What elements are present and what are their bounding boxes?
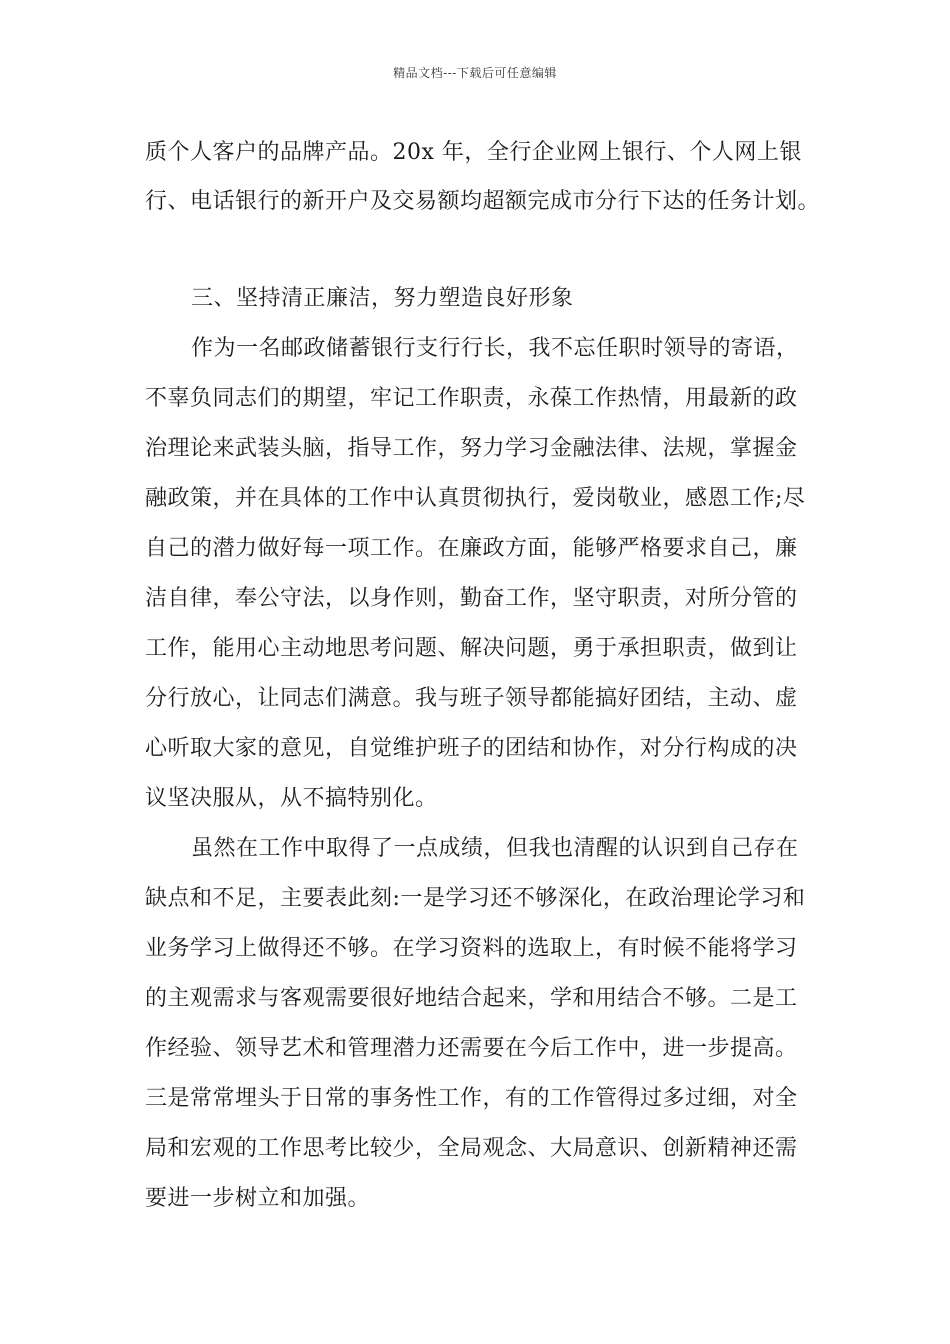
text-line: 质个人客户的品牌产品。20x 年，全行企业网上银行、个人网上银 xyxy=(145,140,802,165)
text-line: 缺点和不足，主要表此刻:一是学习还不够深化，在政治理论学习和 xyxy=(145,886,806,911)
text-line: 作为一名邮政储蓄银行支行行长，我不忘任职时领导的寄语， xyxy=(191,336,799,361)
text-line: 不辜负同志们的期望，牢记工作职责，永葆工作热情，用最新的政 xyxy=(145,386,798,411)
text-line: 要进一步树立和加强。 xyxy=(145,1186,371,1211)
text-line: 局和宏观的工作思考比较少，全局观念、大局意识、创新精神还需 xyxy=(145,1136,798,1161)
text-line: 业务学习上做得还不够。在学习资料的选取上，有时候不能将学习 xyxy=(145,936,798,961)
page-header: 精品文档---下载后可任意编辑 xyxy=(393,66,557,80)
text-line: 心听取大家的意见，自觉维护班子的团结和协作，对分行构成的决 xyxy=(145,736,798,761)
text-line: 治理论来武装头脑，指导工作，努力学习金融法律、法规，掌握金 xyxy=(145,436,798,461)
section-heading: 三、坚持清正廉洁，努力塑造良好形象 xyxy=(191,286,574,311)
text-line: 洁自律，奉公守法，以身作则，勤奋工作，坚守职责，对所分管的 xyxy=(145,586,798,611)
text-line: 自己的潜力做好每一项工作。在廉政方面，能够严格要求自己，廉 xyxy=(145,536,798,561)
text-line: 工作，能用心主动地思考问题、解决问题，勇于承担职责，做到让 xyxy=(145,636,798,661)
text-line: 分行放心，让同志们满意。我与班子领导都能搞好团结，主动、虚 xyxy=(145,686,798,711)
text-line: 议坚决服从，从不搞特别化。 xyxy=(145,786,438,811)
text-line: 的主观需求与客观需要很好地结合起来，学和用结合不够。二是工 xyxy=(145,986,798,1011)
text-line: 行、电话银行的新开户及交易额均超额完成市分行下达的任务计划。 xyxy=(145,189,821,214)
text-line: 融政策，并在具体的工作中认真贯彻执行，爱岗敬业，感恩工作;尽 xyxy=(145,486,806,511)
text-line: 三是常常埋头于日常的事务性工作，有的工作管得过多过细，对全 xyxy=(145,1086,798,1111)
text-line: 虽然在工作中取得了一点成绩，但我也清醒的认识到自己存在 xyxy=(191,836,799,861)
text-line: 作经验、领导艺术和管理潜力还需要在今后工作中，进一步提高。 xyxy=(145,1036,798,1061)
